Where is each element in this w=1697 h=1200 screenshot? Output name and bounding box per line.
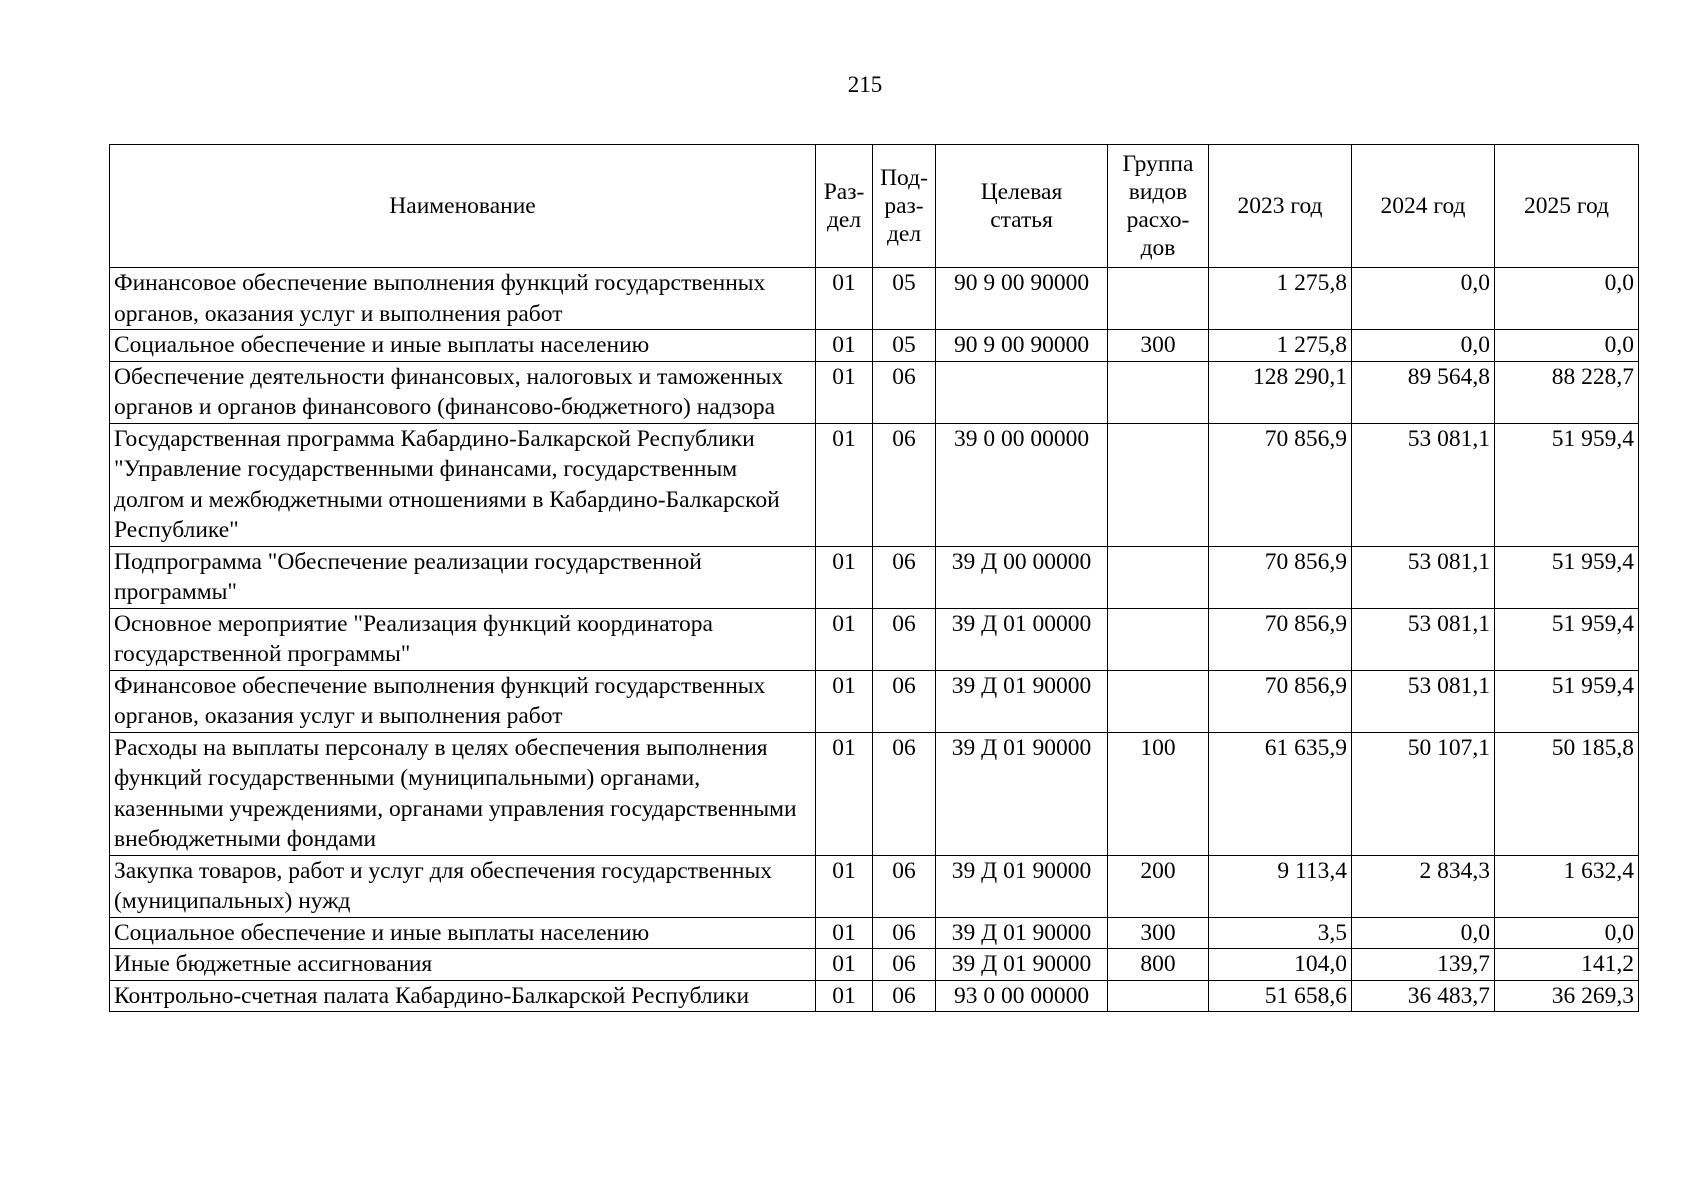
cell-name: Государственная программа Кабардино-Балкарской Республики "Управление государственными финансами, государственным долгом и межбюджетными отношениями в Кабардино-Балкарской Республике" [110, 423, 816, 546]
cell-razdel: 01 [816, 732, 873, 855]
cell-gruppa-vidov-rashodov [1108, 361, 1209, 423]
cell-celevaya-statya [936, 361, 1108, 423]
cell-gruppa-vidov-rashodov [1108, 608, 1209, 670]
cell-2025: 51 959,4 [1495, 670, 1639, 732]
header-2025: 2025 год [1495, 145, 1639, 268]
cell-2025: 88 228,7 [1495, 361, 1639, 423]
cell-2023: 9 113,4 [1209, 855, 1352, 917]
cell-razdel: 01 [816, 546, 873, 608]
header-celevaya-line: Целевая [980, 179, 1063, 205]
cell-razdel: 01 [816, 980, 873, 1012]
cell-gruppa-vidov-rashodov [1108, 423, 1209, 546]
cell-podrazdel: 06 [873, 917, 936, 949]
cell-gruppa-vidov-rashodov [1108, 980, 1209, 1012]
header-razdel-line: Раз- [823, 179, 865, 205]
header-podrazdel-line: раз- [884, 193, 924, 219]
cell-2024: 0,0 [1352, 330, 1495, 362]
cell-2024: 89 564,8 [1352, 361, 1495, 423]
header-2023: 2023 год [1209, 145, 1352, 268]
header-row [110, 145, 1639, 268]
cell-2025: 0,0 [1495, 917, 1639, 949]
cell-2023: 70 856,9 [1209, 608, 1352, 670]
table-row [110, 361, 1639, 423]
cell-gruppa-vidov-rashodov: 100 [1108, 732, 1209, 855]
header-gruppa-line: видов [1128, 179, 1188, 205]
table-row [110, 546, 1639, 608]
cell-2025: 141,2 [1495, 949, 1639, 981]
cell-2025: 1 632,4 [1495, 855, 1639, 917]
table-row [110, 732, 1639, 855]
table-row [110, 917, 1639, 949]
table-row [110, 608, 1639, 670]
cell-razdel: 01 [816, 268, 873, 330]
cell-2024: 2 834,3 [1352, 855, 1495, 917]
header-celevaya-line: статья [990, 207, 1053, 233]
cell-name: Иные бюджетные ассигнования [110, 949, 816, 981]
cell-2024: 36 483,7 [1352, 980, 1495, 1012]
cell-2024: 53 081,1 [1352, 608, 1495, 670]
cell-2024: 0,0 [1352, 917, 1495, 949]
cell-name: Обеспечение деятельности финансовых, налоговых и таможенных органов и органов финансового (финансово-бюджетного) надзора [110, 361, 816, 423]
cell-2023: 70 856,9 [1209, 546, 1352, 608]
cell-2023: 3,5 [1209, 917, 1352, 949]
cell-name: Закупка товаров, работ и услуг для обеспечения государственных (муниципальных) нужд [110, 855, 816, 917]
table-row [110, 670, 1639, 732]
cell-podrazdel: 06 [873, 855, 936, 917]
cell-podrazdel: 06 [873, 980, 936, 1012]
table-row [110, 855, 1639, 917]
cell-2025: 51 959,4 [1495, 546, 1639, 608]
header-name: Наименование [110, 145, 816, 268]
cell-2023: 61 635,9 [1209, 732, 1352, 855]
header-gruppa-line: дов [1140, 235, 1176, 261]
header-podrazdel-line: дел [886, 221, 922, 247]
cell-celevaya-statya: 39 Д 01 90000 [936, 670, 1108, 732]
cell-celevaya-statya: 39 Д 00 00000 [936, 546, 1108, 608]
cell-name: Подпрограмма "Обеспечение реализации государственной программы" [110, 546, 816, 608]
cell-gruppa-vidov-rashodov: 200 [1108, 855, 1209, 917]
table-body [110, 268, 1639, 1012]
page-number: 215 [847, 72, 883, 97]
cell-celevaya-statya: 39 Д 01 90000 [936, 917, 1108, 949]
header-podrazdel-line: Под- [880, 165, 928, 191]
header-razdel-line: дел [826, 207, 862, 233]
cell-2025: 50 185,8 [1495, 732, 1639, 855]
cell-2025: 51 959,4 [1495, 608, 1639, 670]
table-header [110, 145, 1639, 268]
cell-podrazdel: 06 [873, 546, 936, 608]
header-2024: 2024 год [1352, 145, 1495, 268]
cell-celevaya-statya: 90 9 00 90000 [936, 268, 1108, 330]
cell-celevaya-statya: 39 Д 01 90000 [936, 949, 1108, 981]
cell-razdel: 01 [816, 361, 873, 423]
cell-celevaya-statya: 39 0 00 00000 [936, 423, 1108, 546]
cell-celevaya-statya: 39 Д 01 90000 [936, 732, 1108, 855]
cell-2024: 50 107,1 [1352, 732, 1495, 855]
cell-name: Социальное обеспечение и иные выплаты населению [110, 917, 816, 949]
cell-razdel: 01 [816, 917, 873, 949]
cell-podrazdel: 06 [873, 670, 936, 732]
cell-2024: 53 081,1 [1352, 546, 1495, 608]
cell-2023: 51 658,6 [1209, 980, 1352, 1012]
cell-2024: 139,7 [1352, 949, 1495, 981]
cell-podrazdel: 05 [873, 268, 936, 330]
cell-razdel: 01 [816, 608, 873, 670]
cell-2023: 128 290,1 [1209, 361, 1352, 423]
header-gruppa-line: Группа [1122, 151, 1194, 177]
cell-razdel: 01 [816, 670, 873, 732]
cell-name: Расходы на выплаты персоналу в целях обеспечения выполнения функций государственными (муниципальными) органами, казенными учреждениями, органами управления государственными внебюджетными фондами [110, 732, 816, 855]
cell-2025: 51 959,4 [1495, 423, 1639, 546]
header-celevaya-statya [936, 145, 1108, 268]
table-row [110, 949, 1639, 981]
cell-podrazdel: 06 [873, 608, 936, 670]
header-podrazdel [873, 145, 936, 268]
cell-name: Финансовое обеспечение выполнения функций государственных органов, оказания услуг и выполнения работ [110, 670, 816, 732]
cell-2024: 53 081,1 [1352, 670, 1495, 732]
cell-podrazdel: 06 [873, 423, 936, 546]
table-row [110, 423, 1639, 546]
cell-2024: 0,0 [1352, 268, 1495, 330]
cell-celevaya-statya: 90 9 00 90000 [936, 330, 1108, 362]
header-gruppa-line: расхо- [1126, 207, 1190, 233]
header-gruppa-vidov-rashodov [1108, 145, 1209, 268]
cell-razdel: 01 [816, 855, 873, 917]
cell-2023: 70 856,9 [1209, 670, 1352, 732]
budget-table [109, 144, 1639, 1012]
cell-2023: 70 856,9 [1209, 423, 1352, 546]
cell-razdel: 01 [816, 423, 873, 546]
cell-gruppa-vidov-rashodov: 300 [1108, 917, 1209, 949]
cell-podrazdel: 06 [873, 732, 936, 855]
cell-celevaya-statya: 39 Д 01 00000 [936, 608, 1108, 670]
table-row [110, 330, 1639, 362]
cell-podrazdel: 05 [873, 330, 936, 362]
cell-gruppa-vidov-rashodov [1108, 670, 1209, 732]
cell-name: Контрольно-счетная палата Кабардино-Балкарской Республики [110, 980, 816, 1012]
cell-gruppa-vidov-rashodov: 300 [1108, 330, 1209, 362]
cell-name: Социальное обеспечение и иные выплаты населению [110, 330, 816, 362]
cell-gruppa-vidov-rashodov [1108, 546, 1209, 608]
cell-name: Финансовое обеспечение выполнения функций государственных органов, оказания услуг и выполнения работ [110, 268, 816, 330]
cell-2023: 104,0 [1209, 949, 1352, 981]
cell-razdel: 01 [816, 330, 873, 362]
cell-2023: 1 275,8 [1209, 268, 1352, 330]
cell-gruppa-vidov-rashodov: 800 [1108, 949, 1209, 981]
cell-2025: 36 269,3 [1495, 980, 1639, 1012]
cell-2025: 0,0 [1495, 330, 1639, 362]
cell-2025: 0,0 [1495, 268, 1639, 330]
table-row [110, 980, 1639, 1012]
cell-gruppa-vidov-rashodov [1108, 268, 1209, 330]
cell-podrazdel: 06 [873, 361, 936, 423]
table-row [110, 268, 1639, 330]
cell-name: Основное мероприятие "Реализация функций координатора государственной программы" [110, 608, 816, 670]
cell-2024: 53 081,1 [1352, 423, 1495, 546]
cell-celevaya-statya: 39 Д 01 90000 [936, 855, 1108, 917]
cell-razdel: 01 [816, 949, 873, 981]
cell-2023: 1 275,8 [1209, 330, 1352, 362]
cell-celevaya-statya: 93 0 00 00000 [936, 980, 1108, 1012]
cell-podrazdel: 06 [873, 949, 936, 981]
header-razdel [816, 145, 873, 268]
